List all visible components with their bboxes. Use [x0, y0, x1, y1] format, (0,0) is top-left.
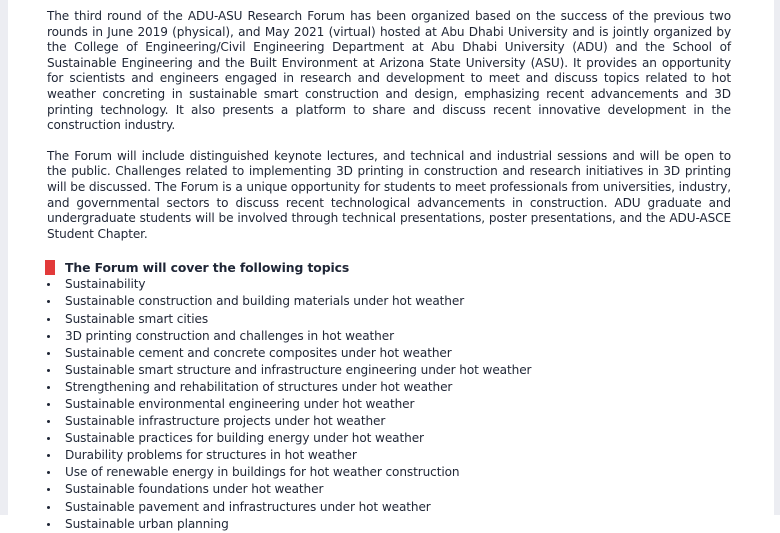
topic-text: Strengthening and rehabilitation of structures under hot weather — [65, 379, 453, 394]
topic-text: Sustainable pavement and infrastructures under hot weather — [65, 499, 431, 514]
topic-item — [47, 293, 731, 310]
left-edge-bar — [0, 0, 8, 515]
topic-item — [47, 379, 731, 396]
right-edge-bar — [774, 0, 780, 515]
topics-section — [47, 259, 731, 532]
bullet-icon — [47, 403, 50, 406]
topics-heading — [47, 259, 731, 276]
bullet-icon — [47, 318, 50, 321]
topic-item — [47, 516, 731, 533]
topic-text: Sustainable urban planning — [65, 516, 229, 531]
topic-text: Sustainable smart structure and infrastructure engineering under hot weather — [65, 362, 532, 377]
topic-item — [47, 345, 731, 362]
bullet-icon — [47, 454, 50, 457]
topic-item — [47, 413, 731, 430]
topic-item — [47, 328, 731, 345]
bullet-icon — [47, 488, 50, 491]
topic-text: Sustainable infrastructure projects under hot weather — [65, 414, 386, 429]
bullet-icon — [47, 506, 50, 509]
bullet-icon — [47, 369, 50, 372]
topic-text: 3D printing construction and challenges in hot weather — [65, 328, 394, 343]
topic-text: Durability problems for structures in hot weather — [65, 448, 357, 463]
bullet-icon — [47, 283, 50, 286]
topic-text: Sustainable foundations under hot weather — [65, 482, 324, 497]
bullet-icon — [47, 420, 50, 423]
content-column — [47, 9, 731, 533]
intro-paragraph-1: The third round of the ADU-ASU Research Forum has been organized based on the success of the previous two rounds in June 2019 (physical), and May 2021 (virtual) hosted at Abu Dhabi University and is jointly organized by the College of Engineering/Civil Engineering Department at Abu Dhabi University (ADU) and the School of Sustainable Engineering and the Built Environment at Arizona State University (ASU). It provides an opportunity for scientists and engineers engaged in research and development to meet and discuss topics related to hot weather concreting in sustainable smart construction and design, emphasizing recent advancements and 3D printing technology. It also presents a platform to share and discuss recent innovative development in the construction industry. — [47, 9, 731, 133]
topic-text: Sustainable construction and building materials under hot weather — [65, 294, 465, 309]
bullet-icon — [47, 386, 50, 389]
red-marker-icon — [45, 260, 55, 275]
topic-item — [47, 499, 731, 516]
topic-text: Sustainable cement and concrete composites under hot weather — [65, 345, 452, 360]
bullet-icon — [47, 335, 50, 338]
topic-item — [47, 396, 731, 413]
topics-heading-text: The Forum will cover the following topics — [65, 260, 350, 276]
topic-text: Sustainable smart cities — [65, 311, 209, 326]
bullet-icon — [47, 471, 50, 474]
topic-item — [47, 464, 731, 481]
topic-item — [47, 430, 731, 447]
bullet-icon — [47, 300, 50, 303]
topic-item — [47, 447, 731, 464]
topic-list — [47, 276, 731, 532]
intro-paragraph-2: The Forum will include distinguished keynote lectures, and technical and industrial sessions and will be open to the public. Challenges related to implementing 3D printing in construction and research initiatives in 3D printing will be discussed. The Forum is a unique opportunity for students to meet professionals from universities, industry, and governmental sectors to discuss recent technological advancements in construction. ADU graduate and undergraduate students will be involved through technical presentations, poster presentations, and the ADU-ASCE Student Chapter. — [47, 148, 731, 241]
topic-item — [47, 362, 731, 379]
bullet-icon — [47, 437, 50, 440]
topic-text: Sustainable environmental engineering under hot weather — [65, 396, 415, 411]
topic-item — [47, 481, 731, 498]
topic-item — [47, 276, 731, 293]
bullet-icon — [47, 523, 50, 526]
topic-text: Use of renewable energy in buildings for hot weather construction — [65, 465, 460, 480]
bullet-icon — [47, 352, 50, 355]
topic-text: Sustainability — [65, 277, 146, 292]
topic-item — [47, 311, 731, 328]
topic-text: Sustainable practices for building energy under hot weather — [65, 431, 424, 446]
